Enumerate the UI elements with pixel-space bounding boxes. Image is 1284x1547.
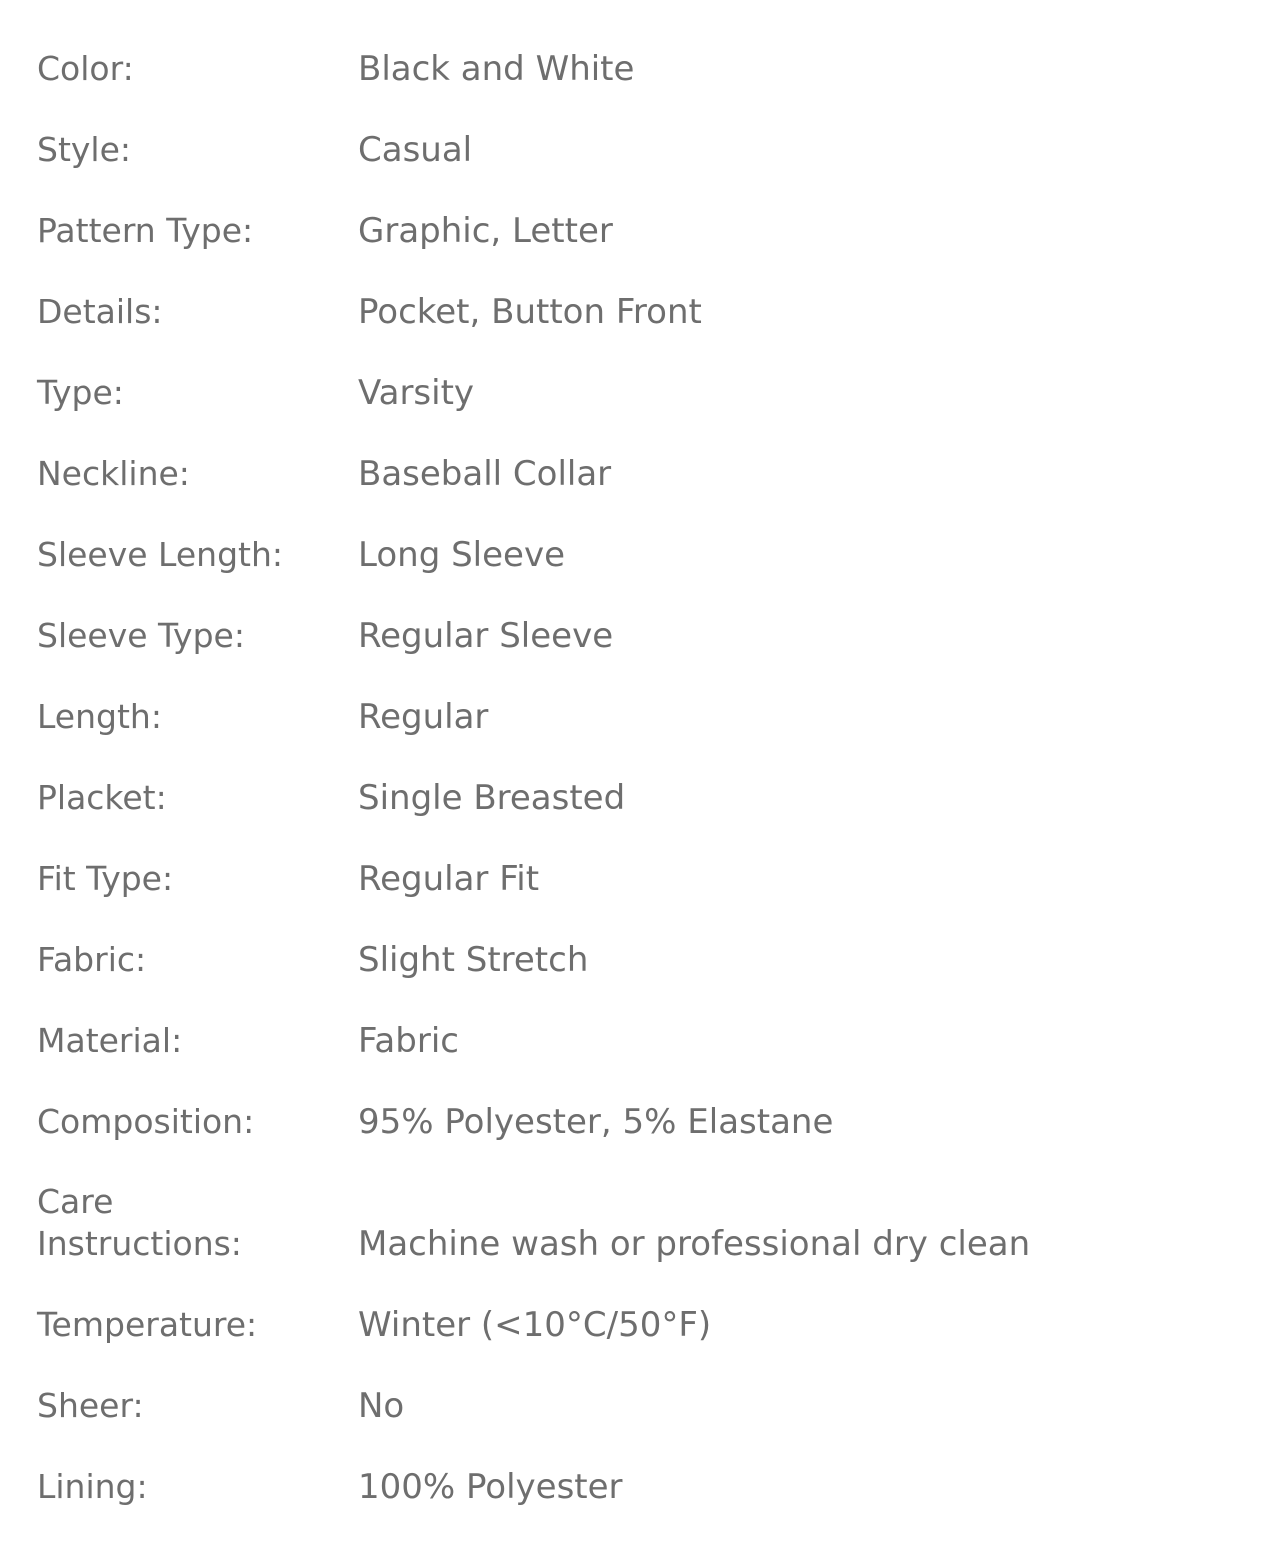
spec-label: Care Instructions: xyxy=(37,1182,242,1263)
spec-value: Single Breasted xyxy=(358,778,626,818)
spec-value: Fabric xyxy=(358,1021,459,1061)
spec-value: Machine wash or professional dry clean xyxy=(358,1224,1031,1264)
spec-value: Winter (<10°C/50°F) xyxy=(358,1305,712,1345)
spec-value: Casual xyxy=(358,130,473,170)
spec-label: Fabric: xyxy=(37,940,147,979)
spec-label: Composition: xyxy=(37,1102,255,1141)
spec-label: Sleeve Length: xyxy=(37,535,283,574)
spec-value: 95% Polyester, 5% Elastane xyxy=(358,1102,834,1142)
spec-label: Placket: xyxy=(37,778,167,817)
spec-label: Style: xyxy=(37,130,132,169)
spec-label: Pattern Type: xyxy=(37,211,254,250)
spec-value: Long Sleeve xyxy=(358,535,565,575)
spec-value: No xyxy=(358,1386,405,1426)
spec-label: Material: xyxy=(37,1021,183,1060)
spec-label: Lining: xyxy=(37,1467,148,1506)
spec-label: Length: xyxy=(37,697,162,736)
spec-label: Details: xyxy=(37,292,163,331)
spec-label: Type: xyxy=(37,373,124,412)
spec-value: Varsity xyxy=(358,373,475,413)
spec-value: Regular Fit xyxy=(358,859,540,899)
spec-label: Fit Type: xyxy=(37,859,174,898)
spec-value: Baseball Collar xyxy=(358,454,612,494)
spec-value: Black and White xyxy=(358,49,635,89)
spec-label: Color: xyxy=(37,49,134,88)
spec-value: Regular xyxy=(358,697,489,737)
spec-value: Graphic, Letter xyxy=(358,211,613,251)
spec-value: Slight Stretch xyxy=(358,940,589,980)
spec-label: Sheer: xyxy=(37,1386,144,1425)
spec-value: Regular Sleeve xyxy=(358,616,614,656)
spec-label: Neckline: xyxy=(37,454,190,493)
spec-value: Pocket, Button Front xyxy=(358,292,702,332)
spec-label: Sleeve Type: xyxy=(37,616,245,655)
spec-value: 100% Polyester xyxy=(358,1467,623,1507)
spec-label: Temperature: xyxy=(37,1305,258,1344)
